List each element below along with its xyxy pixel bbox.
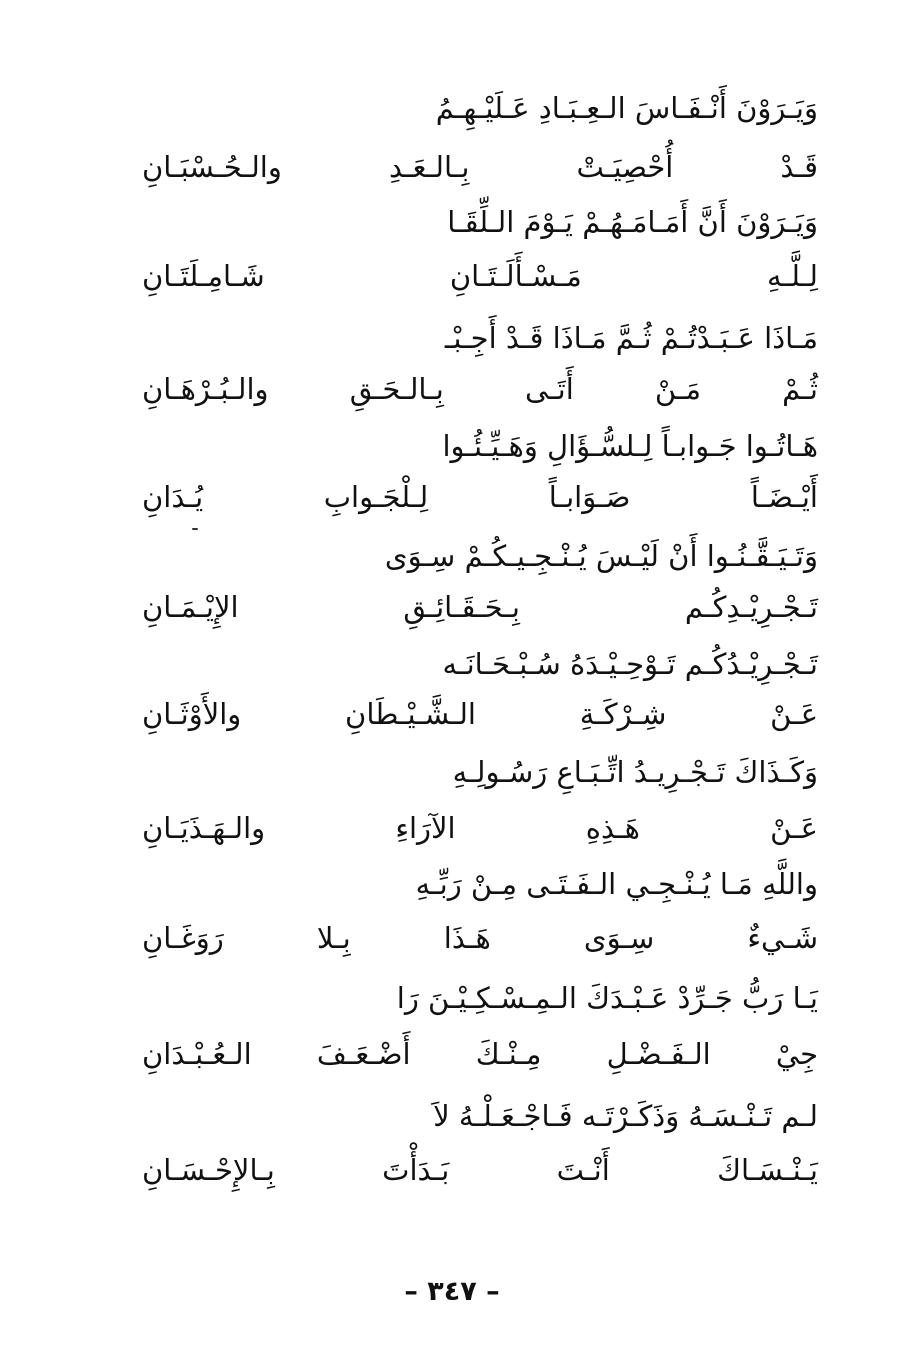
verse-line: قَـدْ أُحْصِيَـتْ بِـالـعَـدِ والـحُـسْبَـانِ	[142, 150, 818, 184]
print-speck	[192, 528, 198, 530]
verse-line: تَـجْـرِيْـدِكُـم بِـحَـقَـائِـقِ الإِيْـمَـانِ	[142, 590, 818, 624]
verse-line: عَـنْ شِـرْكَـةِ الـشَّـيْـطَانِ والأَوْثَـانِ	[142, 697, 818, 731]
verse-line: مَـاذَا عَـبَـدْتُـمْ ثُـمَّ مَـاذَا قَـدْ أَجِـبْـ	[444, 321, 818, 355]
verse-line: يَـنْـسَـاكَ أَنْـتَ بَـدَأْتَ بِـالإِحْـسَـانِ	[142, 1153, 818, 1187]
verse-line: وَتَـيَـقَّـنُـوا أَنْ لَيْـسَ يُـنْـجِـيـكُـمْ سِـوَى	[384, 539, 818, 573]
verse-line: أَيْـضَـاً صَـوَابـاً لِـلْجَـوابِ يُـدَانِ	[142, 480, 818, 514]
verse-line: ثُـمْ مَـنْ أَتَـى بِـالـحَـقِ والـبُـرْهَـانِ	[142, 372, 818, 406]
verse-line: عَـنْ هَـذِهِ الآرَاءِ والـهَـذَيَـانِ	[142, 811, 818, 845]
verse-line: جِيْ الـفَـضْـلِ مِـنْـكَ أَضْـعَـفَ الـعُـبْـدَانِ	[142, 1037, 818, 1071]
verse-line: تَـجْـرِيْـدُكُـم تَـوْحِـيْـدَهُ سُـبْـحَـانَـه	[442, 647, 818, 681]
page-number: – ٣٤٧ –	[404, 1276, 500, 1307]
verse-line: شَـيءٌ سِـوَى هَـذَا بِـلا رَوَغَـانِ	[142, 921, 818, 955]
verse-line: واللَّهِ مَـا يُـنْـجِـي الـفَـتَـى مِـنْ رَبِّـهِ	[415, 867, 818, 901]
verse-line: وَيَـرَوْنَ أَنَّ أَمَـامَـهُـمْ يَـوْمَ الـلِّقَـا	[447, 205, 818, 239]
verse-line: يَـا رَبُّ جَـرِّدْ عَـبْـدَكَ الـمِـسْـكِـيْـنَ رَا	[396, 981, 818, 1015]
verse-line: هَـاتُـوا جَـوابـاً لِـلسُّـؤَالِ وَهَـيِّـئُـوا	[442, 429, 818, 463]
verse-line: لـم تَـنْـسَـهُ وَذَكَـرْتَـه فَـاجْـعَـلْـهُ لاَ	[433, 1099, 818, 1133]
verse-line: لِـلَّـهِ مَـسْـأَلَـتَـانِ شَـامِـلَتَـانِ	[142, 259, 818, 293]
verse-line: وَيَـرَوْنَ أَنْـفَـاسَ الـعِـبَـادِ عَـلَيْـهِـمُ	[435, 91, 818, 125]
verse-line: وَكَـذَاكَ تَـجْـرِيـدُ اتِّـبَـاعِ رَسُـولِـهِ	[452, 755, 818, 789]
